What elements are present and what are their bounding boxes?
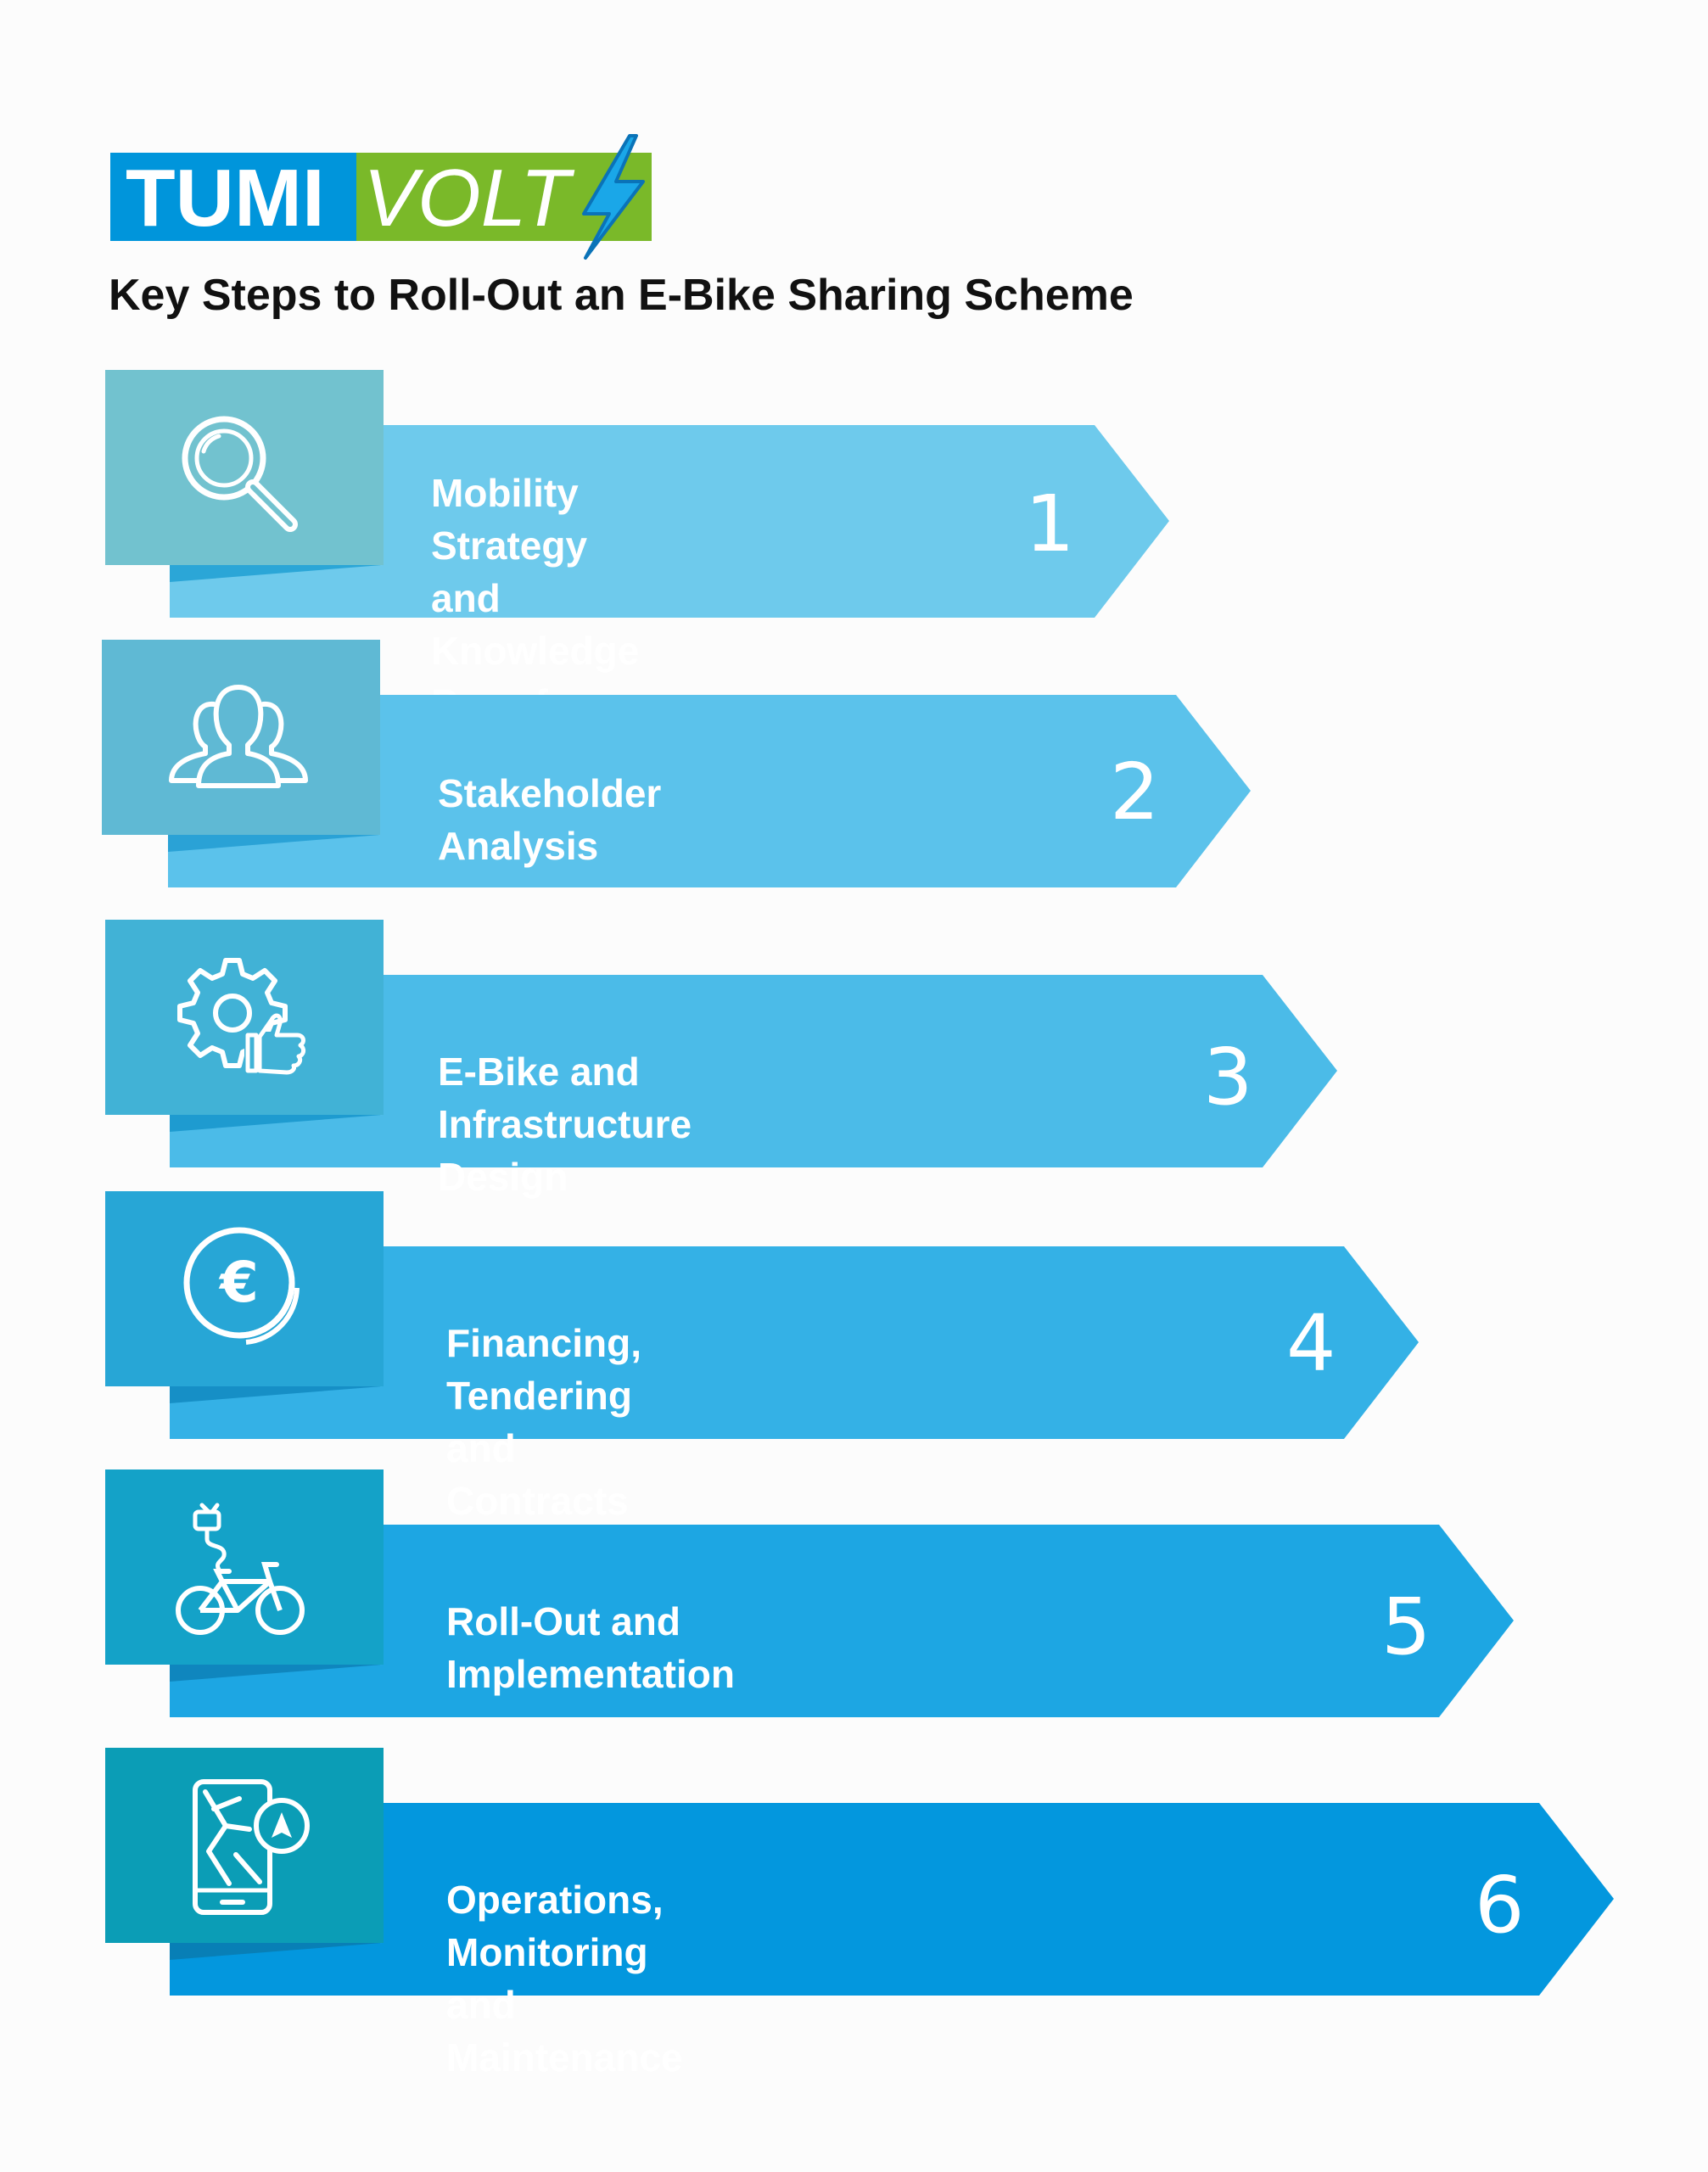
- step-2-number: 2: [1110, 747, 1160, 837]
- step-6-number: 6: [1475, 1860, 1525, 1951]
- step-1-number: 1: [1025, 479, 1075, 569]
- step-2-label: Stakeholder Analysis: [438, 771, 662, 868]
- tumi-volt-logo: [0, 0, 679, 272]
- step-3-label: E-Bike and Infrastructure Design: [438, 1050, 692, 1199]
- step-1-label: Mobility Strategy and Knowledge: [431, 471, 640, 673]
- euro-coin-icon: [178, 1225, 314, 1357]
- step-3-number: 3: [1203, 1032, 1253, 1122]
- step-4-number: 4: [1286, 1298, 1336, 1389]
- logo-tumi: TUMI: [126, 153, 325, 244]
- gear-thumbs-up-icon: [166, 954, 311, 1085]
- people-icon: [166, 679, 311, 810]
- page-title: Key Steps to Roll-Out an E-Bike Sharing Scheme: [109, 271, 1134, 320]
- step-4-label: Financing, Tendering and Contracts: [446, 1321, 641, 1523]
- e-bike-plug-icon: [175, 1500, 311, 1649]
- step-5-label: Roll-Out and Implementation: [446, 1599, 735, 1696]
- logo-volt: VOLT: [363, 153, 570, 244]
- step-5-number: 5: [1381, 1581, 1431, 1672]
- step-6-label: Operations, Monitoring and Maintenance: [446, 1878, 683, 2080]
- magnifier-icon: [170, 404, 305, 544]
- svg-text:€: €: [220, 1250, 259, 1315]
- phone-map-icon: [188, 1775, 316, 1923]
